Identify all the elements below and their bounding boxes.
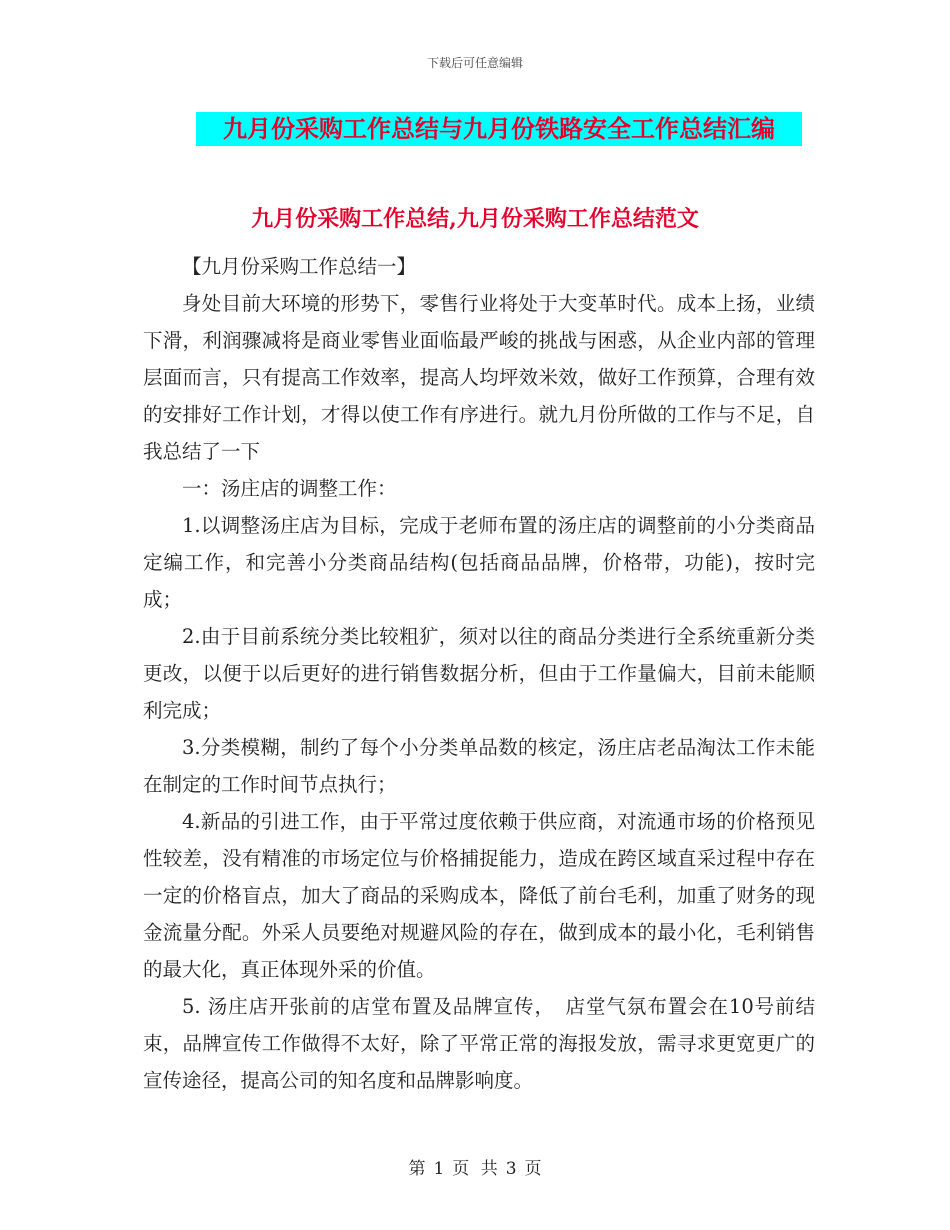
footer-page-current: 1 (433, 1159, 445, 1179)
footer-page-total: 3 (505, 1159, 517, 1179)
paragraph-intro: 身处目前大环境的形势下，零售行业将处于大变革时代。成本上扬，业绩下滑，利润骤减将是商业零售业面临最严峻的挑战与困惑，从企业内部的管理层面而言，只有提高工作效率，提高人均坪效米效，做好工作预算，合理有效的安排好工作计划，才得以使工作有序进行。就九月份所做的工作与不足，自我总结了一下 (143, 292, 815, 463)
footer-suffix: 页 (524, 1159, 542, 1179)
sub-title: 九月份采购工作总结,九月份采购工作总结范文 (251, 206, 699, 232)
document-body (143, 248, 815, 1099)
paragraph-item-3: 3.分类模糊，制约了每个小分类单品数的核定，汤庄店老品淘汰工作未能在制定的工作时间节点执行； (143, 736, 815, 796)
paragraph-item-1: 1.以调整汤庄店为目标，完成于老师布置的汤庄店的调整前的小分类商品定编工作，和完善小分类商品结构(包括商品品牌，价格带，功能)，按时完成； (143, 514, 815, 611)
paragraph-item-4: 4.新品的引进工作，由于平常过度依赖于供应商，对流通市场的价格预见性较差，没有精准的市场定位与价格捕捉能力，造成在跨区域直采过程中存在一定的价格盲点，加大了商品的采购成本，降低了前台毛利，加重了财务的现金流量分配。外采人员要绝对规避风险的存在，做到成本的最小化，毛利销售的最大化，真正体现外采的价值。 (143, 810, 815, 981)
paragraph-item-2: 2.由于目前系统分类比较粗犷，须对以往的商品分类进行全系统重新分类更改，以便于以后更好的进行销售数据分析，但由于工作量偏大，目前未能顺利完成； (143, 625, 815, 722)
section-label: 【九月份采购工作总结一】 (182, 255, 417, 278)
section-heading: 一：汤庄店的调整工作： (182, 477, 397, 500)
footer-mid: 页 共 (452, 1159, 498, 1179)
header-note: 下载后可任意编辑 (426, 56, 523, 70)
footer-prefix: 第 (408, 1159, 426, 1179)
page-footer (0, 1154, 950, 1179)
paragraph-item-5: 5. 汤庄店开张前的店堂布置及品牌宣传， 店堂气氛布置会在10号前结束，品牌宣传工作做得不太好，除了平常正常的海报发放，需寻求更宽更广的宣传途径，提高公司的知名度和品牌影响度。 (143, 995, 815, 1092)
main-title: 九月份采购工作总结与九月份铁路安全工作总结汇编 (196, 112, 802, 146)
